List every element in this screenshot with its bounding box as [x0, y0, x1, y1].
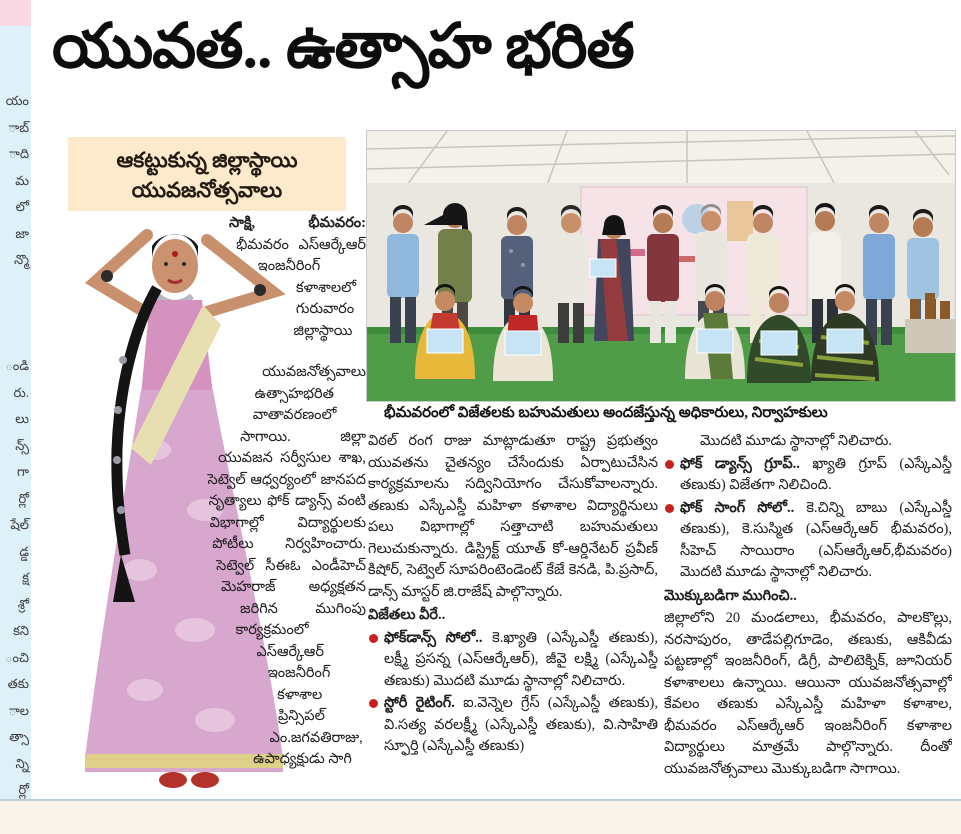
- edge-fragment: శ్రో: [17, 596, 29, 612]
- bullet-icon: [665, 460, 674, 469]
- category-label: ఫోక్ డ్యాన్స్ గ్రూప్..: [680, 455, 800, 472]
- edge-pink-block: [0, 0, 31, 26]
- edge-fragment: త్సా: [9, 729, 29, 744]
- category-label: ఫోక్‌డాన్స్ సోలో..: [384, 629, 483, 646]
- column1-text: భీమవరం ఎస్ఆర్కేఆర్ ఇంజనీరింగ్ కళాశాలలో గురువారం జిల్లాస్థాయి యువజనోత్సవాలు ఉత్సాహభరిత వాతావరణంలో సాగాయి. జిల్లా యువజన సర్వీసుల శాఖ, సెట్వెల్ ఆధ్వర్యంలో జానపద నృత్యాలు ఫోక్ డ్యాన్స్ వంటి విభాగాల్లో విద్యార్థులకు పోటీలు నిర్వహించారు. సెట్వెల్ సీఈఓ ఎండీహెచ్ మెహరాజ్ అధ్యక్షతన జరిగిన ముగింపు కార్యక్రమంలో ఎస్ఆర్కేఆర్ ఇంజనీరింగ్ కళాశాల ప్రిన్సిపల్ ఎం.జగవతిరాజు, ఉపాధ్యక్షుడు సాగి: [207, 236, 366, 767]
- certificate: [827, 329, 863, 353]
- edge-fragment: ంచి: [4, 649, 29, 665]
- edge-fragment: షేల్: [10, 517, 29, 532]
- edge-fragment: గా: [17, 464, 29, 479]
- edge-fragment: [0, 274, 31, 301]
- winner-item-story-writing: [368, 693, 658, 758]
- edge-fragment: రు.: [13, 384, 29, 400]
- edge-fragment: జా: [15, 225, 29, 241]
- edge-fragment: డ్డ: [19, 543, 29, 559]
- bullet-icon: [369, 699, 378, 708]
- certificate: [427, 329, 463, 353]
- winner-item-folk-dance-solo: [368, 628, 658, 693]
- edge-fragment: ాల: [8, 702, 29, 718]
- photo-caption: భీమవరంలో విజేతలకు బహుమతులు అందజేస్తున్న అధికారులు, నిర్వాహకులు: [384, 405, 828, 421]
- edge-fragment: లు: [15, 411, 29, 426]
- next-article-strip: [0, 801, 961, 834]
- winner-item-folk-song-solo: [664, 498, 952, 584]
- bullet-icon: [665, 504, 674, 513]
- subhead-box: [68, 137, 346, 211]
- edge-fragment: ర్లో: [18, 490, 29, 506]
- certificate: [505, 331, 541, 355]
- article-column-3: [664, 431, 952, 801]
- edge-fragment: ాబ్: [8, 119, 29, 135]
- edge-fragment: లో: [15, 199, 29, 214]
- edge-fragment: యం: [5, 93, 29, 108]
- edge-fragment: న్ని: [15, 755, 29, 771]
- category-label: ఫోక్ సాంగ్ సోలో..: [680, 499, 795, 516]
- certificate: [761, 331, 797, 355]
- winners-subhead: విజేతలు వీరే..: [368, 607, 446, 623]
- subhead-line1: ఆకట్టుకున్న జిల్లాస్థాయి: [116, 148, 298, 172]
- edge-fragment: తకు: [7, 676, 29, 691]
- article-column-1: [60, 213, 366, 799]
- edge-fragment: కని: [13, 623, 29, 638]
- edge-fragment: [0, 327, 31, 354]
- edge-adjacent-column: [0, 26, 31, 802]
- category-label: స్టోరీ రైటింగ్.: [384, 695, 455, 711]
- trophy-table: [905, 293, 955, 353]
- winners-text: కె.ఖ్యాతి (ఎస్కేఎస్డీ తణుకు), లక్ష్మీ ప్రసన్న (ఎస్ఆర్కేఆర్), జీవై లక్ష్మి (ఎస్కేఎస్డీ తణుకు) మొదటి మూడు స్థానాల్లో నిలిచారు.: [384, 629, 658, 689]
- edge-fragment: మ: [15, 172, 29, 188]
- edge-fragment: ాది: [8, 146, 29, 161]
- ceiling: [367, 131, 955, 185]
- edge-fragment: [0, 300, 31, 327]
- winners-text: ఐ.వెన్నెల గ్రేస్ (ఎస్కేఎస్డీ తణుకు), వి.సత్య వరలక్ష్మీ (ఎస్కేఎస్డీ తణుకు), వి.సాహితి స్ఫూర్తి (ఎస్కేఎస్డీ తణుకు): [384, 695, 658, 754]
- closing-subhead: మొక్కుబడిగా ముగించి..: [664, 587, 797, 604]
- winners-text: కె.చిన్ని బాబు (ఎస్కేఎస్డీ తణుకు), కె.సుస్మిత (ఎస్ఆర్కేఆర్ భీమవరం), సీహెచ్ సాయిరాం (ఎస్ఆర్కేఆర్,భీమవరం) మొదటి మూడు స్థానాల్లో నిలిచారు.: [680, 499, 952, 580]
- column3-continuation: మొదటి మూడు స్థానాల్లో నిలిచారు.: [700, 433, 892, 449]
- edge-strip-fragments: [0, 88, 31, 802]
- page-title: యువత.. ఉత్సాహ భరిత: [52, 13, 634, 81]
- winner-item-folk-dance-group: [664, 454, 952, 497]
- group-photo-art: [367, 131, 955, 401]
- edge-fragment: న్మొ: [13, 252, 29, 267]
- article-column-2: [368, 431, 658, 801]
- dateline: సాక్షి, భీమవరం:: [229, 215, 366, 231]
- bullet-icon: [369, 634, 378, 643]
- column3-paragraph: జిల్లాలోని 20 మండలాలు, భీమవరం, పాలకొల్లు, నరసాపురం, తాడేపల్లిగూడెం, తణుకు, ఆకివీడు పట్టణాల్లో ఇంజనీరింగ్, డిగ్రీ, పాలిటెక్నిక్, జూనియర్ కళాశాలలు ఉన్నాయి. ఆయినా యువజనోత్సవాల్లో కేవలం తణుకు ఎస్కేఎస్డీ మహిళా కళాశాల, భీమవరం ఎస్ఆర్కేఆర్ ఇంజనీరింగ్ కళాశాల విద్యార్థులు మాత్రమే పాల్గొన్నారు. దీంతో యువజనోత్సవాలు మొక్కుబడిగా సాగాయి.: [664, 610, 952, 777]
- column2-paragraph: విఠల్ రంగ రాజు మాట్లాడుతూ రాష్ట్ర ప్రభుత్వం యువతను చైతన్యం చేసేందుకు ఏర్పాటుచేసిన కార్యక్రమాలను సద్వినియోగం చేసుకోవాలన్నారు. తణుకు ఎస్కేఎస్డీ మహిళా కళాశాల విద్యార్థినులు పలు విభాగాల్లో సత్తాచాటి బహుమతులు గెలుచుకున్నారు. డిస్ట్రిక్ట్ యూత్ కో-ఆర్డినేటర్ ప్రవీణ్ కిషోర్, సెట్వెల్ సూపరింటెండెంట్ కేజే కెనడి, పి.ప్రసాద్, డాన్స్ మాస్టర్ జి.రాజేష్ పాల్గొన్నారు.: [368, 433, 658, 600]
- edge-fragment: ర్లో: [18, 782, 29, 797]
- winners-text: ఖ్యాతి గ్రూప్ (ఎస్కేఎస్డీ తణుకు) విజేతగా నిలిచింది.: [680, 455, 952, 493]
- certificate: [697, 329, 733, 353]
- edge-fragment: క్ష: [22, 570, 29, 585]
- edge-fragment: ండి: [5, 358, 29, 373]
- subhead-line2: యువజనోత్సవాలు: [131, 178, 283, 202]
- edge-fragment: న్స్: [15, 437, 29, 453]
- group-photo: [366, 130, 956, 402]
